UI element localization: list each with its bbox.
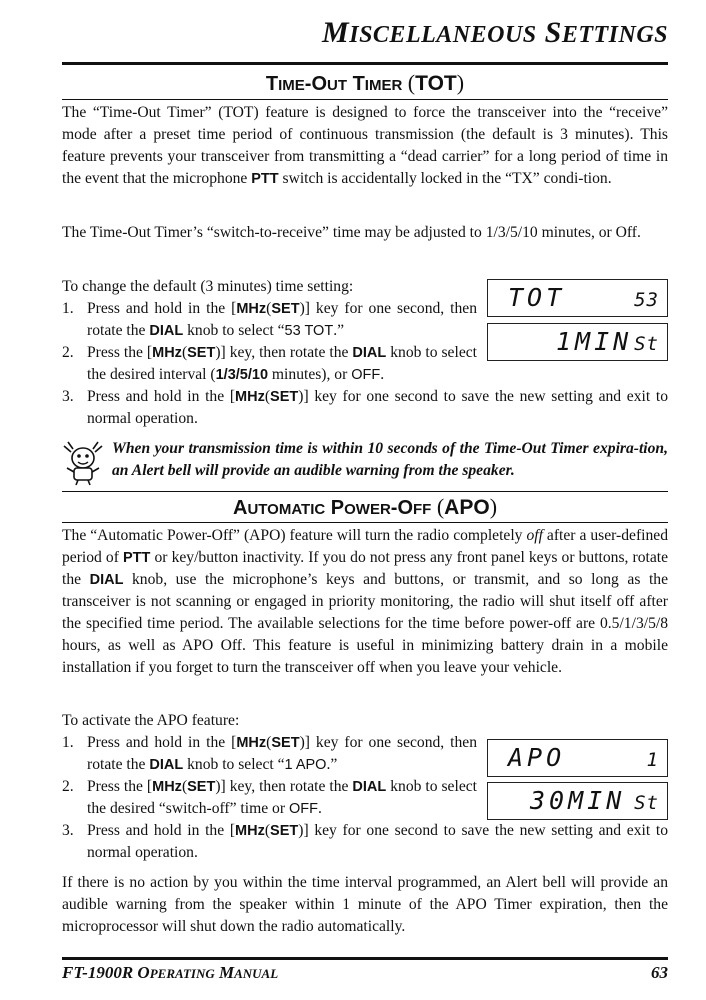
section-rule-apo [62, 522, 668, 523]
section-rule-apo-top [62, 491, 668, 492]
tot-paragraph-2: The Time-Out Timer’s “switch-to-receive” time may be adjusted to 1/3/5/10 minutes, or Off. [62, 224, 641, 241]
tot-note: When your transmission time is within 10 seconds of the Time-Out Timer expira-tion, an Alert bell will provide an audible warning from the speaker. [112, 440, 668, 479]
tot-steps-list [62, 298, 668, 430]
section-heading-apo: AUTOMATIC POWER-OFF (APO) [232, 494, 498, 519]
note-mascot-icon [62, 440, 104, 486]
section-heading-tot: TIME-OUT TIMER (TOT) [265, 70, 465, 95]
tot-steps-intro: To change the default (3 minutes) time setting: [62, 278, 354, 295]
lcd-display-apo: APO 1 [487, 739, 668, 777]
apo-paragraph-final: If there is no action by you within the time interval programmed, an Alert bell will provide an audible warning from the speaker within 1 minute of the APO Timer expiration, then the microprocessor will shut down the radio automatically. [62, 874, 668, 935]
lcd-display-apo-time: 30MIN St [487, 782, 668, 820]
lcd-display-tot: TOT 53 [487, 279, 668, 317]
page-number: 63 [651, 963, 668, 982]
apo-step-3: 3. Press and hold in the [MHz(SET)] key for one second to save the new setting and exit to normal operation. [62, 822, 668, 861]
tot-paragraph-1: The “Time-Out Timer” (TOT) feature is designed to force the transceiver into the “receive” mode after a preset time period of continuous transmission (the default is 3 minutes). This feature prevents your transceiver from transmitting a “dead carrier” for a long period of time in the event that the microphone PTT switch is accidentally locked in the “TX” condi-tion. [62, 104, 668, 187]
page-title: MISCELLANEOUS SETTINGS [322, 16, 668, 49]
footer-manual-title: FT-1900R OPERATING MANUAL [62, 963, 279, 982]
footer-rule [62, 957, 668, 960]
header-rule [62, 62, 668, 65]
tot-step-3: 3. Press and hold in the [MHz(SET)] key for one second to save the new setting and exit to normal operation. [62, 388, 668, 427]
lcd-display-tot-interval: 1MIN St [487, 323, 668, 361]
apo-paragraph-1: The “Automatic Power-Off” (APO) feature will turn the radio completely off after a user-defined period of PTT or key/button inactivity. If you do not press any front panel keys or buttons, rotate the DIAL knob, use the microphone’s keys and buttons, or transmit, and so long as the transceiver is not scanning or engaged in priority monitoring, the radio will shut itself off after the specified time period. The available selections for the time before power-off are 0.5/1/3/5/8 hours, as well as APO Off. This feature is useful in minimizing battery drain in a mobile installation if you forget to turn the transceiver off when you leave your vehicle. [62, 527, 669, 676]
apo-step-1: 1. Press and hold in the [MHz(SET)] key for one second, then rotate the DIAL knob to select “1 APO.” [62, 734, 478, 773]
tot-step-1: 1. Press and hold in the [MHz(SET)] key for one second, then rotate the DIAL knob to select “53 TOT.” [62, 300, 478, 339]
apo-steps-intro: To activate the APO feature: [62, 712, 240, 729]
apo-step-2: 2. Press the [MHz(SET)] key, then rotate the DIAL knob to select the desired “switch-off” time or OFF. [62, 778, 477, 817]
tot-step-2: 2. Press the [MHz(SET)] key, then rotate the DIAL knob to select the desired interval (1/3/5/10 minutes), or OFF. [62, 344, 477, 383]
section-rule-tot [62, 99, 668, 100]
